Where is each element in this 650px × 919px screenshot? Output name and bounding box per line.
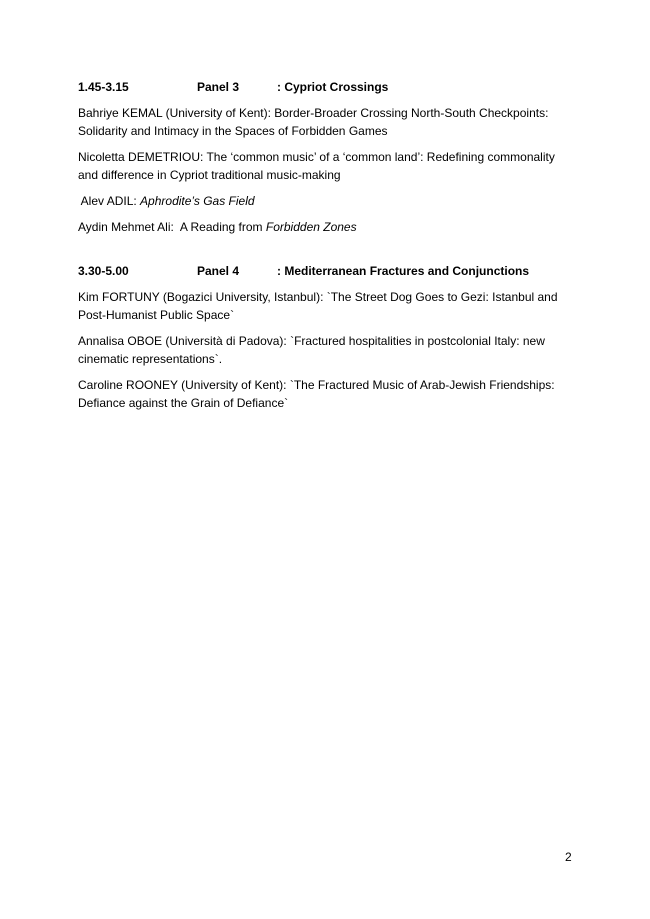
- panel-3-entry-adil: [78, 192, 578, 210]
- panel-3-entry-ali: [78, 218, 578, 236]
- panel-4-label: Panel 4: [197, 264, 240, 278]
- entry-ali-speaker: Aydin Mehmet Ali: A Reading from: [78, 220, 266, 234]
- panel-3-label: Panel 3: [197, 80, 240, 94]
- panel-4-section: [78, 263, 578, 412]
- panel-3-entry-demetriou: Nicoletta DEMETRIOU: The ‘common music’ of a ‘common land’: Redefining commonality and difference in Cypriot traditional music-making: [78, 150, 555, 182]
- entry-ali-work: Forbidden Zones: [265, 220, 357, 234]
- entry-adil-speaker: Alev ADIL:: [78, 194, 141, 208]
- panel-4-time: 3.30-5.00: [78, 264, 129, 278]
- page-number: 2: [565, 850, 572, 864]
- panel-3-title: : Cypriot Crossings: [277, 80, 389, 94]
- entry-adil-work: Aphrodite’s Gas Field: [140, 194, 255, 208]
- panel-3-time: 1.45-3.15: [78, 80, 129, 94]
- panel-4-entry-rooney: Caroline ROONEY (University of Kent): `The Fractured Music of Arab-Jewish Friendships: Defiance against the Grain of Defiance`: [78, 378, 555, 410]
- panel-3-heading: [78, 79, 578, 95]
- panel-3-entry-kemal: Bahriye KEMAL (University of Kent): Border-Broader Crossing North-South Checkpoints: Solidarity and Intimacy in the Spaces of Forbidden Games: [78, 106, 549, 138]
- panel-4-entry-fortuny: Kim FORTUNY (Bogazici University, Istanbul): `The Street Dog Goes to Gezi: Istanbul and Post-Humanist Public Space`: [78, 290, 558, 322]
- panel-4-entry-oboe: Annalisa OBOE (Università di Padova): `Fractured hospitalities in postcolonial Italy: new cinematic representations`.: [78, 334, 545, 366]
- panel-3-section: [78, 79, 578, 236]
- panel-4-heading: [78, 263, 578, 279]
- panel-4-title: : Mediterranean Fractures and Conjunctions: [277, 264, 530, 278]
- programme-page: [78, 79, 578, 420]
